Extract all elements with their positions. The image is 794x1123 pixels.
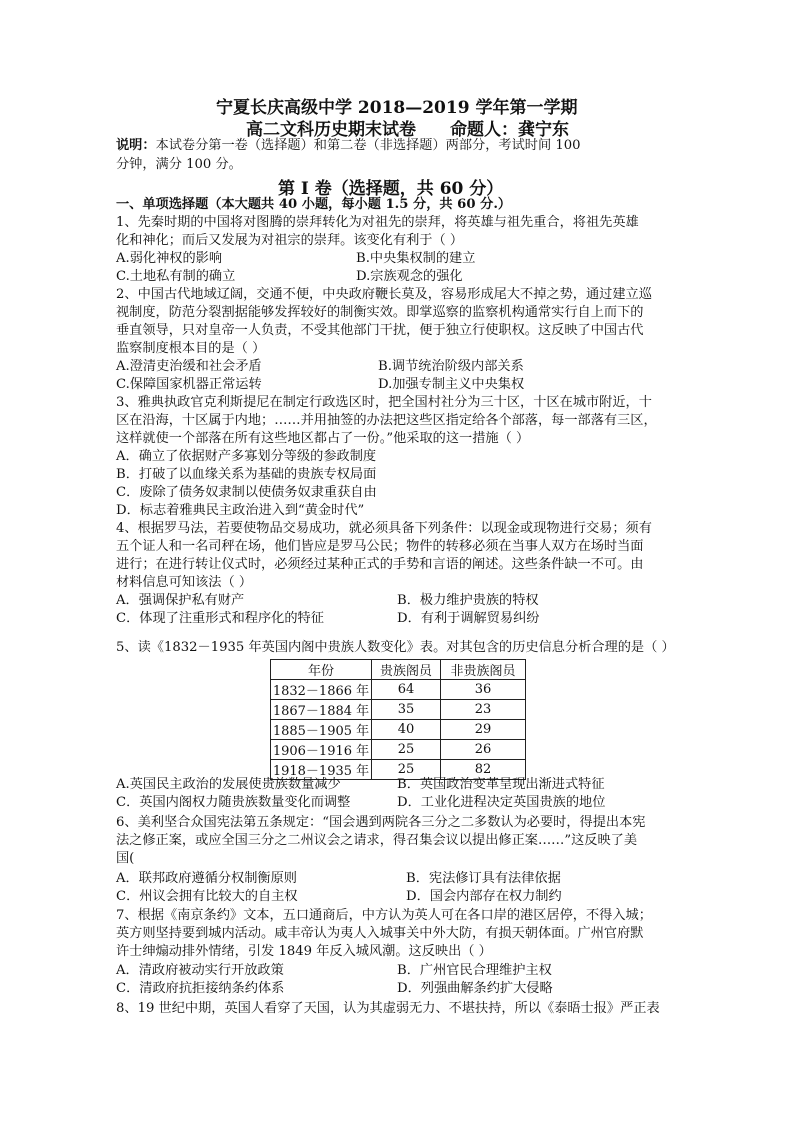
table-header-row <box>271 660 526 680</box>
q3-option-c: C．废除了债务奴隶制以使债务奴隶重获自由 <box>116 485 377 500</box>
q3-option-d: D．标志着雅典民主政治进入到“黄金时代” <box>116 503 365 518</box>
q5-option-a: A.英国民主政治的发展使贵族数量减少 <box>116 777 341 792</box>
q1-option-b: B.中央集权制的建立 <box>356 251 476 266</box>
question-3-line: 3、雅典执政官克利斯提尼在制定行政选区时，把全国村社分为三十区，十区在城市附近，十 <box>116 395 652 410</box>
q7-option-d: D．列强曲解条约扩大侵略 <box>397 981 553 996</box>
exam-author: 命题人：龚宁东 <box>450 120 569 140</box>
table-cell: 26 <box>441 740 526 760</box>
table-cell: 36 <box>441 680 526 700</box>
q1-option-a: A.弱化神权的影响 <box>116 251 223 266</box>
q6-option-a: A．联邦政府遵循分权制衡原则 <box>116 871 297 886</box>
question-4-line: 进行；在进行转让仪式时，必须经过某种正式的手势和言语的阐述。这些条件缺一不可。由 <box>116 557 644 572</box>
question-8-line: 8、19 世纪中期，英国人看穿了天国，认为其虚弱无力、不堪扶持，所以《泰晤士报》严正表 <box>116 1001 660 1016</box>
question-4-line: 材料信息可知该法（ ） <box>116 575 253 590</box>
table-cell: 25 <box>372 760 441 780</box>
table-cell: 1918－1935 年 <box>271 760 372 780</box>
table-cell: 29 <box>441 720 526 740</box>
q4-option-a: A．强调保护私有财产 <box>116 593 245 608</box>
question-2-line: 垂直领导，只对皇帝一人负责，不受其他部门干扰，便于独立行使职权。这反映了中国古代 <box>116 323 644 338</box>
question-6-line: 法之修正案，或应全国三分之二州议会之请求，得召集会议以提出修正案……”这反映了美 <box>116 833 638 848</box>
table-cell: 23 <box>441 700 526 720</box>
q3-option-b: B．打破了以血缘关系为基础的贵族专权局面 <box>116 467 377 482</box>
q7-option-c: C．清政府抗拒接纳条约体系 <box>116 981 285 996</box>
table-cell: 40 <box>372 720 441 740</box>
q4-option-d: D．有利于调解贸易纠纷 <box>397 611 540 626</box>
exam-title: 宁夏长庆高级中学 2018—2019 学年第一学期 <box>216 98 578 118</box>
question-6-line: 国( <box>116 851 135 866</box>
section-title: 第 Ⅰ 卷（选择题，共 60 分） <box>278 179 504 199</box>
question-3-line: 区在沿海，十区属于内地；……并用抽签的办法把这些区指定给各个部落，每一部落有三区， <box>116 413 657 428</box>
question-7-line: 许士绅煽动排外情绪，引发 1849 年反入城风潮。这反映出（ ） <box>116 944 492 959</box>
table-header-year: 年份 <box>271 660 372 680</box>
q2-option-c: C.保障国家机器正常运转 <box>116 377 262 392</box>
intro-label: 说明： <box>116 138 156 153</box>
q7-option-b: B．广州官民合理维护主权 <box>397 963 552 978</box>
intro-line-1 <box>116 137 581 155</box>
q5-option-b: B．英国政治变革呈现出渐进式特征 <box>397 777 605 792</box>
question-4-line: 4、根据罗马法，若要使物品交易成功，就必须具备下列条件：以现金或现物进行交易；须有 <box>116 521 652 536</box>
part-one-heading: 一、单项选择题（本大题共 40 小题，每小题 1.5 分，共 60 分.） <box>116 197 512 212</box>
q1-option-c: C.土地私有制的确立 <box>116 269 236 284</box>
table-row <box>271 700 526 720</box>
q2-option-b: B.调节统治阶级内部关系 <box>378 359 524 374</box>
table-header-nonnoble: 非贵族阁员 <box>441 660 526 680</box>
q2-option-d: D.加强专制主义中央集权 <box>378 377 525 392</box>
intro-text-1: 本试卷分第一卷（选择题）和第二卷（非选择题）两部分，考试时间 100 <box>155 138 581 153</box>
question-2-line: 监察制度根本目的是（ ） <box>116 341 266 356</box>
table-cell: 1867－1884 年 <box>271 700 372 720</box>
q2-option-a: A.澄清吏治缓和社会矛盾 <box>116 359 262 374</box>
exam-subtitle: 高二文科历史期末试卷 <box>246 120 416 140</box>
q7-option-a: A．清政府被动实行开放政策 <box>116 963 284 978</box>
table-row <box>271 740 526 760</box>
q3-option-a: A．确立了依据财产多寡划分等级的参政制度 <box>116 449 377 464</box>
q6-option-c: C．州议会拥有比较大的自主权 <box>116 889 298 904</box>
table-header-noble: 贵族阁员 <box>372 660 441 680</box>
table-row <box>271 680 526 700</box>
table-row <box>271 720 526 740</box>
question-1-line: 化和神化；而后又发展为对祖宗的崇拜。该变化有利于（ ） <box>116 233 464 248</box>
question-3-line: 这样就使一个部落在所有这些地区都占了一份。”他采取的这一措施（ ） <box>116 431 530 446</box>
q4-option-b: B．极力维护贵族的特权 <box>397 593 539 608</box>
question-2-line: 2、中国古代地域辽阔，交通不便，中央政府鞭长莫及，容易形成尾大不掉之势，通过建立巡 <box>116 287 652 302</box>
q6-option-d: D．国会内部存在权力制约 <box>406 889 562 904</box>
q5-option-c: C．英国内阁权力随贵族数量变化而调整 <box>116 795 351 810</box>
question-5-line: 5、读《1832－1935 年英国内阁中贵族人数变化》表。对其包含的历史信息分析合理的是（ ） <box>116 640 675 655</box>
q5-option-d: D．工业化进程决定英国贵族的地位 <box>397 795 606 810</box>
q4-option-c: C．体现了注重形式和程序化的特征 <box>116 611 324 626</box>
table-cell: 82 <box>441 760 526 780</box>
q1-option-d: D.宗族观念的强化 <box>356 269 463 284</box>
cabinet-table <box>270 659 526 780</box>
intro-line-2: 分钟，满分 100 分。 <box>116 157 242 172</box>
q6-option-b: B．宪法修订具有法律依据 <box>406 871 561 886</box>
table-cell: 64 <box>372 680 441 700</box>
table-cell: 25 <box>372 740 441 760</box>
table-cell: 1832－1866 年 <box>271 680 372 700</box>
question-7-line: 7、根据《南京条约》文本，五口通商后，中方认为英人可在各口岸的港区居停，不得入城； <box>116 908 652 923</box>
question-7-line: 英方则坚持要到城内活动。咸丰帝认为夷人入城事关中外大防，有损天朝体面。广州官府默 <box>116 926 644 941</box>
question-2-line: 视制度，防范分裂割据能够发挥较好的制衡实效。即掌巡察的监察机构通常实行自上而下的 <box>116 305 644 320</box>
table-cell: 1906－1916 年 <box>271 740 372 760</box>
question-4-line: 五个证人和一名司秤在场，他们皆应是罗马公民；物件的转移必须在当事人双方在场时当面 <box>116 539 644 554</box>
table-cell: 1885－1905 年 <box>271 720 372 740</box>
question-6-line: 6、美利坚合众国宪法第五条规定：“国会遇到两院各三分之二多数认为必要时，得提出本宪 <box>116 815 646 830</box>
question-1-line: 1、先秦时期的中国将对图腾的崇拜转化为对祖先的崇拜，将英雄与祖先重合，将祖先英雄 <box>116 215 639 230</box>
table-cell: 35 <box>372 700 441 720</box>
